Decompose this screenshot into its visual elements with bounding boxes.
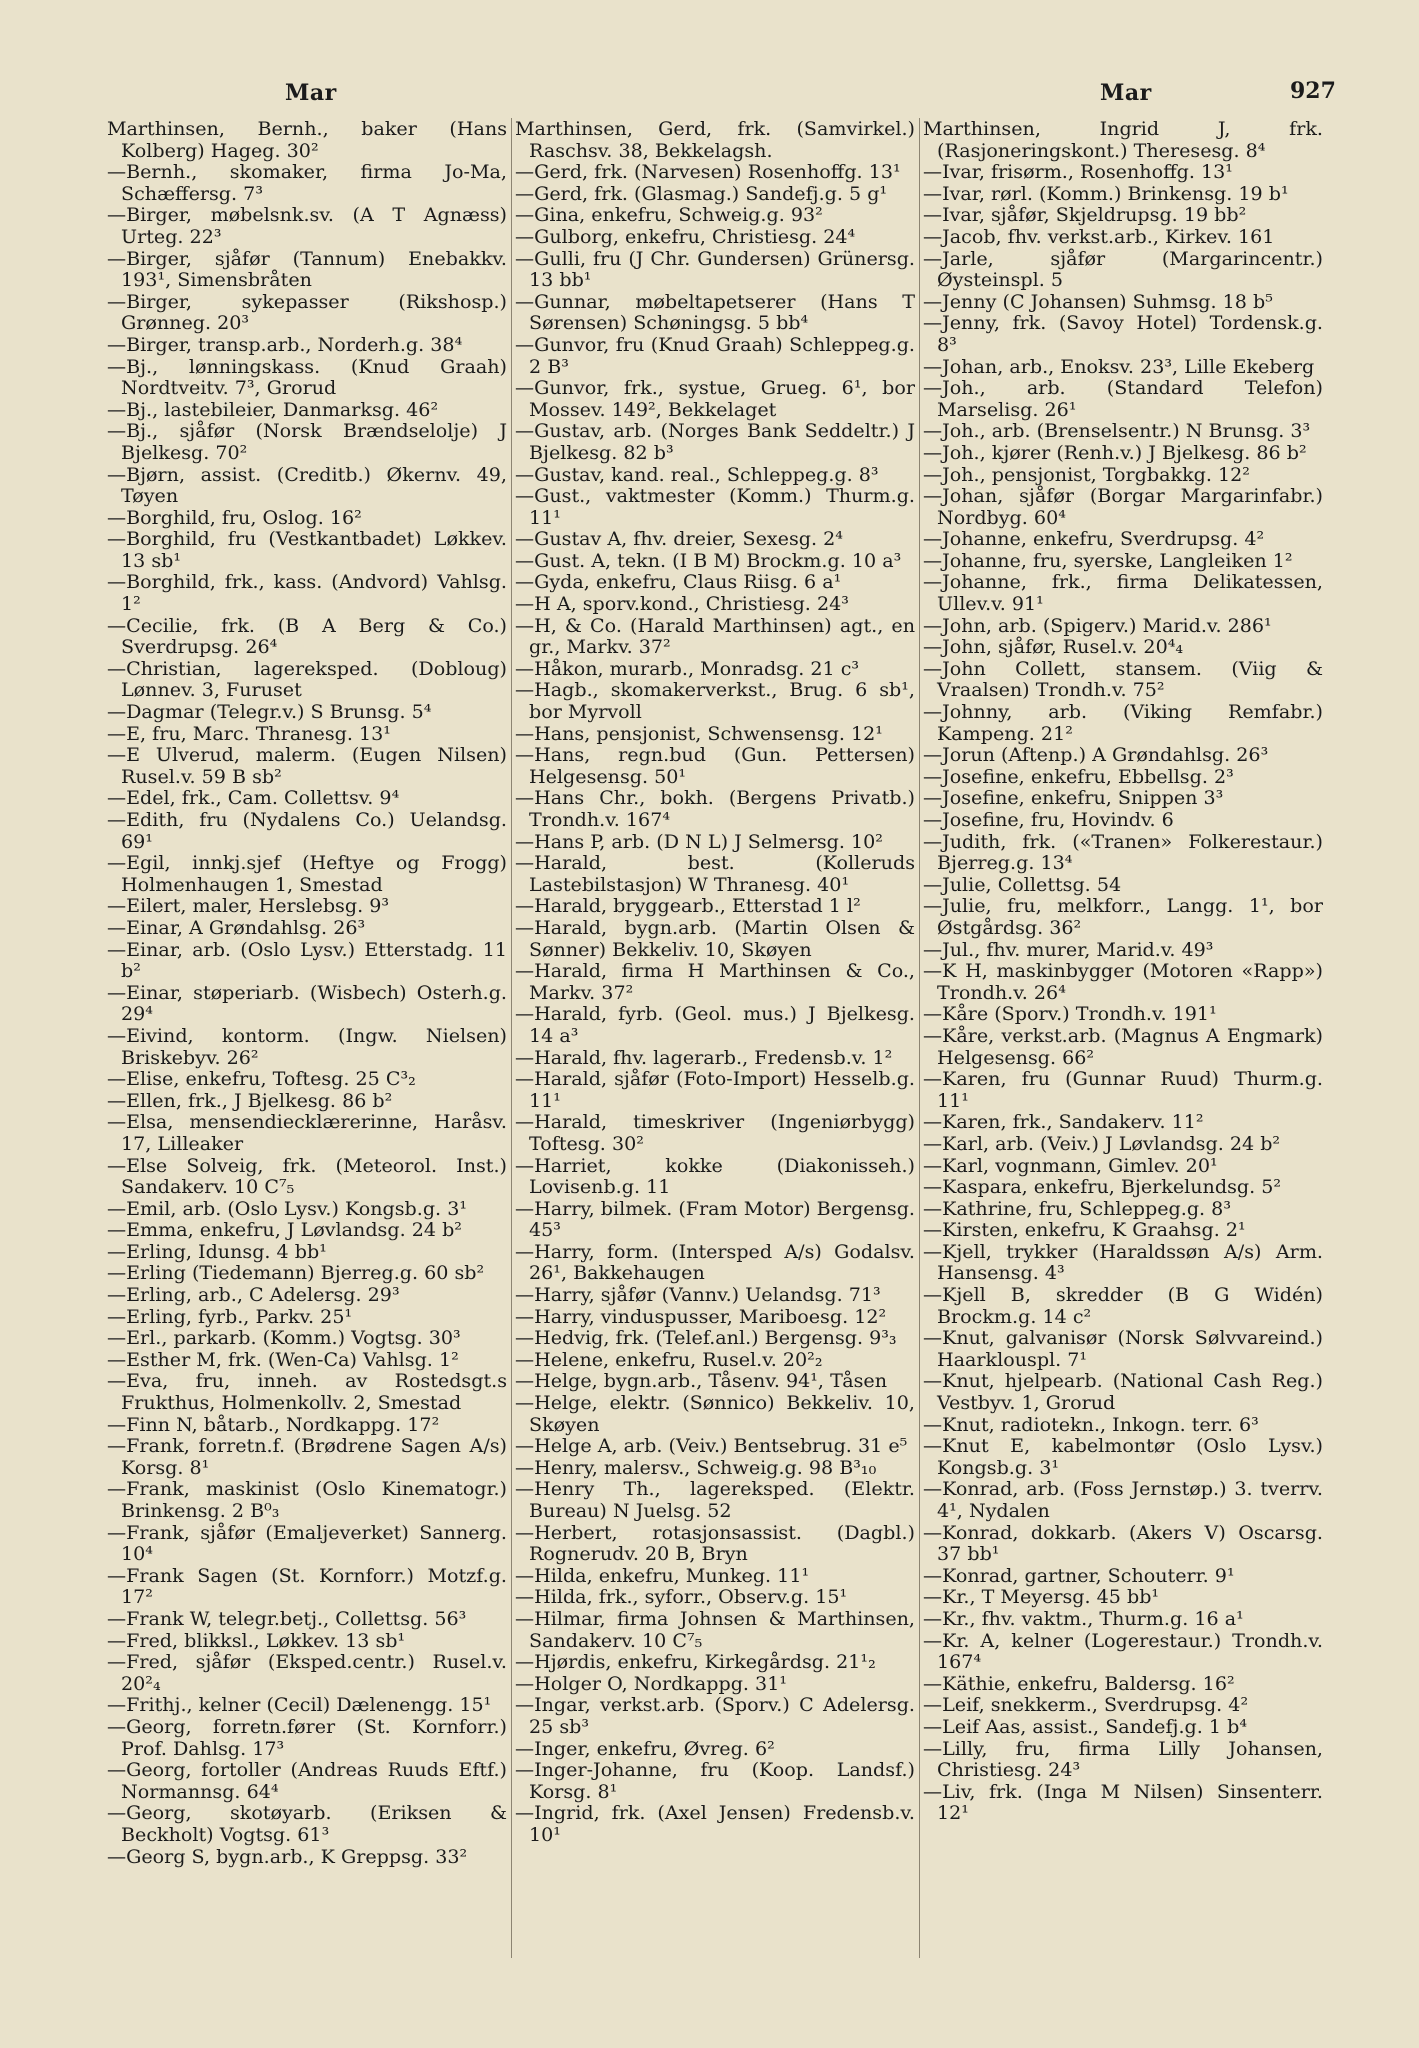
directory-entry: —Harald, sjåfør (Foto-Import) Hesselb.g. 11¹ bbox=[515, 1067, 915, 1112]
directory-entry: —Georg, forretn.fører (St. Kornforr.) Prof. Dahlsg. 17³ bbox=[107, 1714, 507, 1760]
directory-entry: —Einar, A Grøndahlsg. 26³ bbox=[107, 915, 366, 939]
directory-entry: —Harald, best. (Kolleruds Lastebilstasjon) W Thranesg. 40¹ bbox=[515, 851, 915, 896]
directory-entry: —Einar, støperiarb. (Wisbech) Osterh.g. 29⁴ bbox=[107, 980, 507, 1026]
directory-entry: —Jenny, frk. (Savoy Hotel) Tordensk.g. 8³ bbox=[923, 311, 1323, 356]
directory-entry: —Knut, radiotekn., Inkogn. terr. 6³ bbox=[923, 1412, 1259, 1436]
directory-entry: —Håkon, murarb., Monradsg. 21 c³ bbox=[515, 656, 860, 680]
directory-entry: —Kathrine, fru, Schleppeg.g. 8³ bbox=[923, 1196, 1231, 1220]
directory-entry: —Frank, maskinist (Oslo Kinematogr.) Brinkensg. 2 B⁰₃ bbox=[107, 1477, 507, 1522]
directory-entry: —Gerd, frk. (Glasmag.) Sandefj.g. 5 g¹ bbox=[515, 181, 888, 205]
directory-entry: —Kjell, trykker (Haraldssøn A/s) Arm. Hansensg. 4³ bbox=[923, 1239, 1323, 1285]
directory-entry: —Kåre, verkst.arb. (Magnus A Engmark) Helgesensg. 66² bbox=[923, 1023, 1323, 1069]
directory-column-2 bbox=[515, 118, 915, 2038]
directory-entry: —Bj., lastebileier, Danmarksg. 46² bbox=[107, 397, 439, 421]
directory-entry: —H A, sporv.kond., Christiesg. 24³ bbox=[515, 592, 849, 616]
directory-entry: —Hans, pensjonist, Schwensensg. 12¹ bbox=[515, 721, 883, 745]
directory-entry: —Joh., kjører (Renh.v.) J Bjelkesg. 86 b² bbox=[923, 440, 1307, 464]
directory-entry: —Henry, malersv., Schweig.g. 98 B³₁₀ bbox=[515, 1455, 877, 1479]
directory-entry: —Georg S, bygn.arb., K Greppsg. 33² bbox=[107, 1844, 468, 1868]
directory-entry: —Gulli, fru (J Chr. Gundersen) Grünersg. 13 bb¹ bbox=[515, 246, 915, 292]
directory-entry: —Hilda, enkefru, Munkeg. 11¹ bbox=[515, 1563, 810, 1587]
directory-entry: —Helge, elektr. (Sønnico) Bekkeliv. 10, Skøyen bbox=[515, 1391, 915, 1436]
directory-entry: —Joh., pensjonist, Torgbakkg. 12² bbox=[923, 462, 1250, 486]
directory-entry: —Frank Sagen (St. Kornforr.) Motzf.g. 17² bbox=[107, 1563, 507, 1609]
directory-entry: —Frank, sjåfør (Emaljeverket) Sannerg. 10⁴ bbox=[107, 1520, 507, 1566]
directory-entry: —Elsa, mensendiecklærerinne, Haråsv. 17, Lilleaker bbox=[107, 1110, 507, 1155]
directory-entry: —Cecilie, frk. (B A Berg & Co.) Sverdrupsg. 26⁴ bbox=[107, 613, 507, 659]
directory-entry: —Emma, enkefru, J Løvlandsg. 24 b² bbox=[107, 1218, 462, 1242]
directory-entry: —Ingar, verkst.arb. (Sporv.) C Adelersg. 25 sb³ bbox=[515, 1693, 915, 1738]
directory-entry: —Johnny, arb. (Viking Remfabr.) Kampeng. 21² bbox=[923, 700, 1323, 745]
directory-entry: —Ivar, rørl. (Komm.) Brinkensg. 19 b¹ bbox=[923, 181, 1289, 205]
directory-entry: —Hilmar, firma Johnsen & Marthinsen, Sandakerv. 10 C⁷₅ bbox=[515, 1606, 915, 1652]
directory-entry: —Ivar, sjåfør, Skjeldrupsg. 19 bb² bbox=[923, 203, 1247, 227]
directory-column-1 bbox=[107, 118, 507, 2038]
running-head-left: Mar bbox=[285, 80, 337, 106]
directory-entry: —Else Solveig, frk. (Meteorol. Inst.) Sandakerv. 10 C⁷₅ bbox=[107, 1153, 507, 1199]
directory-entry: —Ingrid, frk. (Axel Jensen) Fredensb.v. 10¹ bbox=[515, 1801, 915, 1846]
directory-entry: —Einar, arb. (Oslo Lysv.) Etterstadg. 11 b² bbox=[107, 937, 507, 983]
directory-entry: —Erling, fyrb., Parkv. 25¹ bbox=[107, 1304, 353, 1328]
directory-entry: —Konrad, arb. (Foss Jernstøp.) 3. tverrv. 4¹, Nydalen bbox=[923, 1477, 1323, 1522]
directory-entry: —Josefine, fru, Hovindv. 6 bbox=[923, 808, 1174, 831]
directory-entry: —Gina, enkefru, Schweig.g. 93² bbox=[515, 203, 823, 227]
directory-entry: Marthinsen, Gerd, frk. (Samvirkel.) Raschsv. 38, Bekkelagsh. bbox=[515, 118, 915, 162]
directory-entry: —Harald, fhv. lagerarb., Fredensb.v. 1² bbox=[515, 1045, 893, 1069]
directory-entry: —Harry, vinduspusser, Mariboesg. 12² bbox=[515, 1304, 887, 1328]
directory-entry: —Frithj., kelner (Cecil) Dælenengg. 15¹ bbox=[107, 1693, 492, 1717]
directory-entry: —Lilly, fru, firma Lilly Johansen, Christiesg. 24³ bbox=[923, 1736, 1323, 1782]
directory-entry: —Birger, møbelsnk.sv. (A T Agnæss) Urteg. 22³ bbox=[107, 203, 507, 248]
directory-entry: —Georg, fortoller (Andreas Ruuds Eftf.) Normannsg. 64⁴ bbox=[107, 1758, 507, 1803]
directory-entry: —Henry Th., lagereksped. (Elektr. Bureau) N Juelsg. 52 bbox=[515, 1477, 915, 1522]
directory-entry: —Borghild, fru, Oslog. 16² bbox=[107, 505, 362, 529]
directory-entry: —Gustav A, fhv. dreier, Sexesg. 2⁴ bbox=[515, 527, 843, 551]
directory-entry: —Eilert, maler, Herslebsg. 9³ bbox=[107, 894, 390, 918]
directory-entry: —E, fru, Marc. Thranesg. 13¹ bbox=[107, 721, 391, 745]
directory-entry: —Julie, fru, melkforr., Langg. 1¹, bor Østgårdsg. 36² bbox=[923, 894, 1323, 939]
directory-entry: —Hilda, frk., syforr., Observ.g. 15¹ bbox=[515, 1585, 848, 1609]
column-divider bbox=[919, 118, 920, 1958]
directory-entry: —Johan, sjåfør (Borgar Margarinfabr.) Nordbyg. 60⁴ bbox=[923, 484, 1323, 529]
directory-entry: —Karl, vognmann, Gimlev. 20¹ bbox=[923, 1153, 1218, 1177]
directory-entry: —Jenny (C Johansen) Suhmsg. 18 b⁵ bbox=[923, 289, 1273, 313]
directory-entry: —Kr., fhv. vaktm., Thurm.g. 16 a¹ bbox=[923, 1606, 1244, 1630]
directory-entry: —Harry, bilmek. (Fram Motor) Bergensg. 45³ bbox=[515, 1196, 915, 1242]
directory-entry: Marthinsen, Bernh., baker (Hans Kolberg) Hageg. 30² bbox=[107, 118, 507, 162]
directory-entry: —Gust., vaktmester (Komm.) Thurm.g. 11¹ bbox=[515, 484, 915, 529]
directory-entry: —Hans, regn.bud (Gun. Pettersen) Helgesensg. 50¹ bbox=[515, 743, 915, 788]
directory-entry: —Gulborg, enkefru, Christiesg. 24⁴ bbox=[515, 224, 856, 248]
directory-entry: —Kaspara, enkefru, Bjerkelundsg. 5² bbox=[923, 1175, 1282, 1199]
directory-entry: —Ellen, frk., J Bjelkesg. 86 b² bbox=[107, 1088, 393, 1112]
directory-entry: —Harald, bygn.arb. (Martin Olsen & Sønner) Bekkeliv. 10, Skøyen bbox=[515, 915, 915, 961]
directory-entry: —Helene, enkefru, Rusel.v. 20²₂ bbox=[515, 1347, 823, 1371]
directory-entry: —Inger, enkefru, Øvreg. 6² bbox=[515, 1736, 775, 1760]
directory-entry: —Gyda, enkefru, Claus Riisg. 6 a¹ bbox=[515, 570, 842, 594]
directory-entry: —Harry, form. (Intersped A/s) Godalsv. 26¹, Bakkehaugen bbox=[515, 1239, 915, 1285]
directory-entry: —Hagb., skomakerverkst., Brug. 6 sb¹, bor Myrvoll bbox=[515, 678, 915, 724]
directory-entry: —Judith, frk. («Tranen» Folkerestaur.) Bjerreg.g. 13⁴ bbox=[923, 829, 1323, 875]
directory-entry: —Karl, arb. (Veiv.) J Løvlandsg. 24 b² bbox=[923, 1131, 1281, 1155]
directory-entry: —K H, maskinbygger (Motoren «Rapp») Trondh.v. 26⁴ bbox=[923, 959, 1323, 1004]
directory-entry: —Liv, frk. (Inga M Nilsen) Sinsenterr. 12¹ bbox=[923, 1779, 1323, 1825]
directory-entry: —Konrad, dokkarb. (Akers V) Oscarsg. 37 bb¹ bbox=[923, 1520, 1323, 1566]
directory-entry: —Gustav, kand. real., Schleppeg.g. 8³ bbox=[515, 462, 879, 486]
directory-entry: —Bjørn, assist. (Creditb.) Økernv. 49, Tøyen bbox=[107, 462, 507, 508]
directory-entry: —Johanne, fru, syerske, Langleiken 1² bbox=[923, 548, 1293, 572]
directory-entry: —Helge A, arb. (Veiv.) Bentsebrug. 31 e⁵ bbox=[515, 1434, 908, 1458]
directory-entry: —Harriet, kokke (Diakonisseh.) Lovisenb.g. 11 bbox=[515, 1153, 915, 1199]
directory-entry: —Johanne, frk., firma Delikatessen, Ullev.v. 91¹ bbox=[923, 570, 1323, 616]
directory-entry: —Harald, timeskriver (Ingeniørbygg) Toftesg. 30² bbox=[515, 1110, 915, 1155]
directory-entry: —Jorun (Aftenp.) A Grøndahlsg. 26³ bbox=[923, 743, 1269, 767]
directory-entry: —Jacob, fhv. verkst.arb., Kirkev. 161 bbox=[923, 224, 1275, 248]
directory-entry: —Gerd, frk. (Narvesen) Rosenhoffg. 13¹ bbox=[515, 160, 901, 184]
directory-entry: —Kåre (Sporv.) Trondh.v. 191¹ bbox=[923, 1002, 1217, 1026]
directory-entry: —Dagmar (Telegr.v.) S Brunsg. 5⁴ bbox=[107, 700, 432, 724]
directory-entry: —Harald, bryggearb., Etterstad 1 l² bbox=[515, 894, 861, 918]
directory-entry: —E Ulverud, malerm. (Eugen Nilsen) Rusel.v. 59 B sb² bbox=[107, 743, 507, 788]
directory-entry: —Harald, fyrb. (Geol. mus.) J Bjelkesg. 14 a³ bbox=[515, 1002, 915, 1047]
directory-entry: —Harry, sjåfør (Vannv.) Uelandsg. 71³ bbox=[515, 1283, 881, 1307]
directory-entry: —Emil, arb. (Oslo Lysv.) Kongsb.g. 3¹ bbox=[107, 1196, 467, 1220]
directory-entry: —Bj., lønningskass. (Knud Graah) Nordtveitv. 7³, Grorud bbox=[107, 354, 507, 400]
directory-entry: —Egil, innkj.sjef (Heftye og Frogg) Holmenhaugen 1, Smestad bbox=[107, 851, 507, 896]
column-divider bbox=[511, 118, 512, 1958]
directory-entry: —Knut E, kabelmontør (Oslo Lysv.) Kongsb.g. 3¹ bbox=[923, 1434, 1323, 1479]
directory-entry: —Hans P, arb. (D N L) J Selmersg. 10² bbox=[515, 829, 883, 853]
directory-entry: —Gunvor, frk., systue, Grueg. 6¹, bor Mossev. 149², Bekkelaget bbox=[515, 376, 915, 421]
directory-entry: —Jul., fhv. murer, Marid.v. 49³ bbox=[923, 937, 1214, 961]
directory-column-3 bbox=[923, 118, 1323, 2038]
directory-entry: —Esther M, frk. (Wen-Ca) Vahlsg. 1² bbox=[107, 1347, 459, 1371]
directory-entry: —Christian, lagereksped. (Dobloug) Lønnev. 3, Furuset bbox=[107, 656, 507, 702]
directory-entry: —Karen, frk., Sandakerv. 11² bbox=[923, 1110, 1204, 1134]
directory-entry: —John, sjåfør, Rusel.v. 20⁴₄ bbox=[923, 635, 1184, 659]
directory-entry: —Gunvor, fru (Knud Graah) Schleppeg.g. 2 B³ bbox=[515, 332, 915, 378]
directory-entry: —John Collett, stansem. (Viig & Vraalsen) Trondh.v. 75² bbox=[923, 656, 1323, 702]
directory-entry: —Fred, blikksl., Løkkev. 13 sb¹ bbox=[107, 1628, 406, 1652]
directory-entry: —Birger, transp.arb., Norderh.g. 38⁴ bbox=[107, 332, 463, 356]
directory-entry: —Knut, hjelpearb. (National Cash Reg.) Vestbyv. 1, Grorud bbox=[923, 1369, 1323, 1415]
directory-entry: —Birger, sjåfør (Tannum) Enebakkv. 193¹, Simensbråten bbox=[107, 246, 507, 292]
directory-entry: —Kr. A, kelner (Logerestaur.) Trondh.v. 167⁴ bbox=[923, 1628, 1323, 1674]
directory-entry: —Eivind, kontorm. (Ingw. Nielsen) Briskebyv. 26² bbox=[107, 1023, 507, 1069]
directory-entry: —Bj., sjåfør (Norsk Brændselolje) J Bjelkesg. 70² bbox=[107, 419, 507, 464]
directory-entry: —Eva, fru, inneh. av Rostedsgt.s Frukthus, Holmenkollv. 2, Smestad bbox=[107, 1369, 507, 1415]
running-head-right: Mar bbox=[1100, 80, 1152, 106]
directory-entry: —Johanne, enkefru, Sverdrupsg. 4² bbox=[923, 527, 1265, 551]
directory-entry: —Hjørdis, enkefru, Kirkegårdsg. 21¹₂ bbox=[515, 1650, 876, 1674]
directory-entry: —Helge, bygn.arb., Tåsenv. 94¹, Tåsen bbox=[515, 1369, 888, 1393]
directory-entry: —Edel, frk., Cam. Collettsv. 9⁴ bbox=[107, 786, 400, 810]
directory-entry: —Holger O, Nordkappg. 31¹ bbox=[515, 1671, 788, 1695]
directory-entry: —Elise, enkefru, Toftesg. 25 C³₂ bbox=[107, 1067, 416, 1091]
directory-entry: —Josefine, enkefru, Snippen 3³ bbox=[923, 786, 1224, 810]
directory-entry: —Hans Chr., bokh. (Bergens Privatb.) Trondh.v. 167⁴ bbox=[515, 786, 915, 831]
directory-entry: —Borghild, frk., kass. (Andvord) Vahlsg. 1² bbox=[107, 570, 507, 616]
directory-entry: —Frank W, telegr.betj., Collettsg. 56³ bbox=[107, 1606, 467, 1630]
directory-entry: —Bernh., skomaker, firma Jo-Ma, Schæffersg. 7³ bbox=[107, 160, 507, 205]
directory-entry: —Borghild, fru (Vestkantbadet) Løkkev. 13 sb¹ bbox=[107, 527, 507, 572]
directory-entry: —Gustav, arb. (Norges Bank Seddeltr.) J Bjelkesg. 82 b³ bbox=[515, 419, 915, 464]
directory-entry: —Leif Aas, assist., Sandefj.g. 1 b⁴ bbox=[923, 1714, 1247, 1738]
directory-entry: —John, arb. (Spigerv.) Marid.v. 286¹ bbox=[923, 613, 1272, 637]
directory-entry: —Erling (Tiedemann) Bjerreg.g. 60 sb² bbox=[107, 1261, 485, 1285]
directory-entry: —Julie, Collettsg. 54 bbox=[923, 872, 1122, 896]
directory-entry: —Birger, sykepasser (Rikshosp.) Grønneg. 20³ bbox=[107, 289, 507, 335]
directory-entry: —Joh., arb. (Brenselsentr.) N Brunsg. 3³ bbox=[923, 419, 1311, 443]
directory-entry: —Erling, arb., C Adelersg. 29³ bbox=[107, 1283, 400, 1307]
directory-entry: —Finn N, båtarb., Nordkappg. 17² bbox=[107, 1412, 440, 1436]
directory-entry: —Käthie, enkefru, Baldersg. 16² bbox=[923, 1671, 1235, 1695]
directory-entry: —Hedvig, frk. (Telef.anl.) Bergensg. 9³₃ bbox=[515, 1326, 897, 1350]
directory-entry: —Joh., arb. (Standard Telefon) Marselisg. 26¹ bbox=[923, 376, 1323, 421]
directory-entry: —Fred, sjåfør (Eksped.centr.) Rusel.v. 20²₄ bbox=[107, 1650, 507, 1695]
directory-entry: Marthinsen, Ingrid J, frk. (Rasjoneringskont.) Theresesg. 8⁴ bbox=[923, 118, 1323, 162]
directory-entry: —Knut, galvanisør (Norsk Sølvvareind.) Haarklouspl. 7¹ bbox=[923, 1326, 1323, 1371]
directory-entry: —Erl., parkarb. (Komm.) Vogtsg. 30³ bbox=[107, 1326, 461, 1350]
directory-entry: —Erling, Idunsg. 4 bb¹ bbox=[107, 1239, 327, 1263]
directory-entry: —Herbert, rotasjonsassist. (Dagbl.) Rognerudv. 20 B, Bryn bbox=[515, 1520, 915, 1566]
directory-entry: —Gunnar, møbeltapetserer (Hans T Sørensen) Schøningsg. 5 bb⁴ bbox=[515, 289, 915, 335]
directory-entry: —Inger-Johanne, fru (Koop. Landsf.) Korsg. 8¹ bbox=[515, 1758, 915, 1803]
directory-entry: —Kirsten, enkefru, K Graahsg. 2¹ bbox=[923, 1218, 1246, 1242]
directory-entry: —Kr., T Meyersg. 45 bb¹ bbox=[923, 1585, 1160, 1609]
directory-entry: —Frank, forretn.f. (Brødrene Sagen A/s) Korsg. 8¹ bbox=[107, 1434, 507, 1479]
page-number: 927 bbox=[1290, 78, 1336, 104]
directory-entry: —Ivar, frisørm., Rosenhoffg. 13¹ bbox=[923, 160, 1233, 184]
directory-entry: —Georg, skotøyarb. (Eriksen & Beckholt) Vogtsg. 61³ bbox=[107, 1801, 507, 1846]
directory-entry: —H, & Co. (Harald Marthinsen) agt., en gr., Markv. 37² bbox=[515, 613, 915, 659]
directory-entry: —Kjell B, skredder (B G Widén) Brockm.g. 14 c² bbox=[923, 1283, 1323, 1328]
directory-entry: —Harald, firma H Marthinsen & Co., Markv. 37² bbox=[515, 959, 915, 1004]
directory-entry: —Edith, fru (Nydalens Co.) Uelandsg. 69¹ bbox=[107, 808, 507, 853]
directory-entry: —Leif, snekkerm., Sverdrupsg. 4² bbox=[923, 1693, 1249, 1717]
directory-entry: —Josefine, enkefru, Ebbellsg. 2³ bbox=[923, 764, 1234, 788]
directory-entry: —Konrad, gartner, Schouterr. 9¹ bbox=[923, 1563, 1235, 1587]
directory-entry: —Johan, arb., Enoksv. 23³, Lille Ekeberg bbox=[923, 354, 1315, 378]
directory-entry: —Jarle, sjåfør (Margarincentr.) Øysteinspl. 5 bbox=[923, 246, 1323, 292]
directory-entry: —Gust. A, tekn. (I B M) Brockm.g. 10 a³ bbox=[515, 548, 902, 572]
directory-entry: —Karen, fru (Gunnar Ruud) Thurm.g. 11¹ bbox=[923, 1067, 1323, 1112]
